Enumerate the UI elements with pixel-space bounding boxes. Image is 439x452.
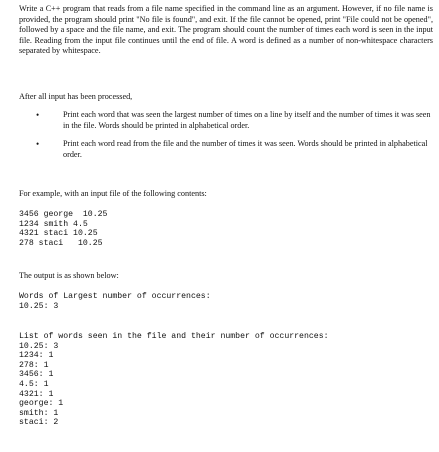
input-file-contents — [19, 210, 107, 248]
bullet-icon: • — [36, 139, 40, 150]
task-list — [19, 110, 433, 168]
output-line: Words of Largest number of occurrences: — [19, 292, 211, 301]
output-line: smith: 1 — [19, 408, 59, 418]
output-line: 3456: 1 — [19, 370, 54, 380]
output-line: 1234: 1 — [19, 351, 54, 361]
output-largest-block — [19, 292, 211, 311]
after-input-line: After all input has been processed, — [19, 92, 133, 101]
output-line: 4321: 1 — [19, 389, 54, 399]
bullet-icon: • — [36, 110, 40, 120]
example-intro: For example, with an input file of the following contents: — [19, 189, 207, 198]
task-item — [19, 139, 433, 160]
output-line: 278: 1 — [19, 360, 49, 370]
output-line: 4.5: 1 — [19, 379, 49, 389]
task-text: Print each word that was seen the largest number of times on a line by itself and the number of times it was seen in the file. Words should be printed in alphabetical order. — [63, 110, 431, 130]
output-line: george: 1 — [19, 399, 64, 409]
output-line: staci: 2 — [19, 418, 59, 428]
output-list-block — [19, 332, 329, 428]
input-line: 3456 george 10.25 — [19, 210, 108, 219]
output-line: 10.25: 3 — [19, 341, 59, 351]
output-intro: The output is as shown below: — [19, 271, 119, 280]
input-line: 278 staci 10.25 — [19, 238, 103, 248]
output-line: List of words seen in the file and their number of occurrences: — [19, 332, 329, 341]
input-line: 1234 smith 4.5 — [19, 219, 88, 229]
intro-paragraph: Write a C++ program that reads from a file name specified in the command line as an argument. However, if no file name is provided, the program should print "No file is found", and exit. If the file cannot be opened, print "File could not be opened", followed by a space and the file name, and exit. The program should count the number of times each word is seen in the input file. Reading from the input file continues until the end of file. A word is defined as a number of non-whitespace characters separated by whitespace. — [19, 4, 433, 56]
output-line: 10.25: 3 — [19, 301, 59, 311]
input-line: 4321 staci 10.25 — [19, 229, 98, 239]
task-item — [19, 110, 433, 131]
task-text: Print each word read from the file and the number of times it was seen. Words should be printed in alphabetical order. — [63, 139, 428, 159]
